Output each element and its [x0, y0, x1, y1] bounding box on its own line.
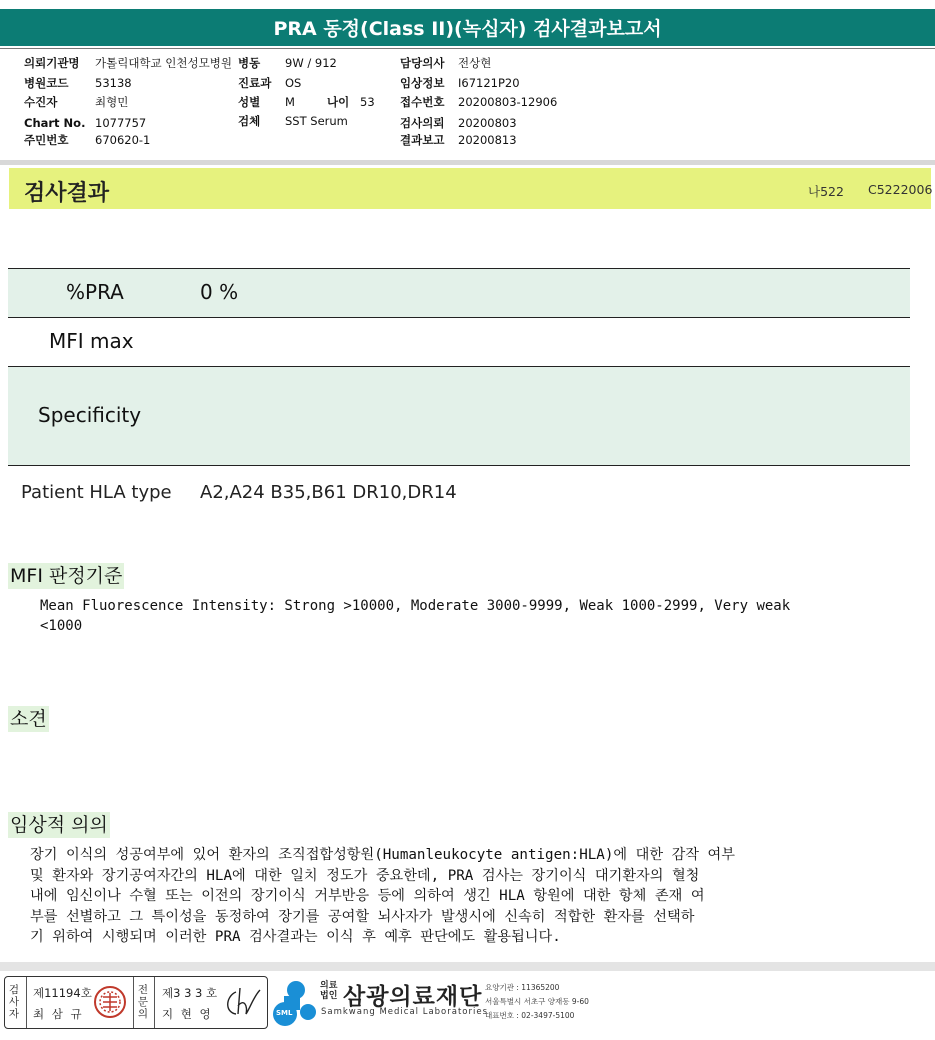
mfi-max-label: MFI max — [49, 329, 134, 353]
org-prefix: 의료 법인 — [320, 981, 338, 1001]
doctor: 전상현 — [458, 56, 492, 70]
clinical-line: 내에 임신이나 수혈 또는 이전의 장기이식 거부반응 등에 의하여 생긴 HLA 항원에 대한 항체 존재 여 — [30, 888, 705, 904]
info-label: 임상정보 — [400, 76, 445, 90]
info-label: 병동 — [238, 56, 261, 70]
info-label: 병원코드 — [24, 76, 69, 90]
table-border — [8, 317, 910, 318]
divider — [26, 977, 27, 1028]
sml-logo-text: SML — [276, 1009, 293, 1017]
specialist-label: 전문의 — [137, 984, 149, 1020]
org-phone: 대표번호 : 02-3497-5100 — [485, 1011, 575, 1020]
divider — [133, 977, 134, 1028]
specificity-row — [8, 367, 910, 465]
examiner-seal-icon — [93, 985, 127, 1019]
info-row: 의뢰기관명 — [24, 56, 80, 70]
chart-no: 1077757 — [95, 116, 147, 130]
mfi-criteria-line: <1000 — [40, 618, 83, 634]
result-code-1: 나522 — [808, 184, 844, 199]
pra-row — [8, 269, 910, 317]
specialist-signature-icon — [222, 984, 264, 1020]
info-label: 진료과 — [238, 76, 272, 90]
department: OS — [285, 76, 302, 90]
request-date: 20200803 — [458, 116, 517, 130]
report-date: 20200813 — [458, 133, 517, 147]
ward: 9W / 912 — [285, 56, 337, 70]
clinical-line: 기 위하여 시행되며 이러한 PRA 검사결과는 이식 후 예후 판단에도 활용됩니다. — [30, 929, 561, 945]
org-facility-no: 요양기관 : 11365200 — [485, 983, 560, 992]
clinical-info: I67121P20 — [458, 76, 520, 90]
patient-name: 최형민 — [95, 95, 129, 109]
clinical-line: 부를 선별하고 그 특이성을 동정하여 장기를 공여할 뇌사자가 발생시에 신속히 적합한 환자를 선택하 — [30, 908, 695, 925]
examiner-name: 최 삼 규 — [33, 1007, 84, 1021]
sex: M — [285, 95, 295, 109]
footer-divider — [0, 962, 935, 971]
hla-type-value: A2,A24 B35,B61 DR10,DR14 — [200, 482, 457, 503]
divider — [154, 977, 155, 1028]
table-border — [8, 465, 910, 466]
opinion-heading: 소견 — [10, 708, 47, 730]
specialist-no: 제3 3 3 호 — [162, 986, 218, 1000]
info-divider — [0, 160, 935, 165]
specimen: SST Serum — [285, 114, 348, 128]
org-name: 삼광의료재단 — [343, 984, 483, 1010]
report-title: PRA 동정(Class II)(녹십자) 검사결과보고서 — [0, 9, 935, 46]
info-label: 나이 — [327, 95, 350, 109]
result-title: 검사결과 — [24, 181, 110, 206]
examiner-label: 검사자 — [8, 984, 20, 1020]
header-divider — [0, 48, 935, 49]
result-header-bar — [9, 168, 931, 209]
specificity-label: Specificity — [38, 403, 142, 427]
mfi-criteria-heading: MFI 판정기준 — [10, 565, 123, 587]
examiner-no: 제11194호 — [33, 986, 92, 1000]
clinical-text — [30, 845, 910, 948]
pra-label: %PRA — [66, 280, 124, 304]
specialist-name: 지 현 영 — [162, 1007, 213, 1021]
info-label: 주민번호 — [24, 133, 69, 147]
resident-no: 670620-1 — [95, 133, 151, 147]
info-label: 담당의사 — [400, 56, 445, 70]
info-label: Chart No. — [24, 116, 86, 130]
hla-type-label: Patient HLA type — [21, 482, 172, 503]
info-label: 검체 — [238, 114, 261, 128]
org-english-name: Samkwang Medical Laboratories — [321, 1007, 489, 1017]
pra-value: 0 % — [200, 280, 239, 304]
info-label: 검사의뢰 — [400, 116, 445, 130]
clinical-line: 장기 이식의 성공여부에 있어 환자의 조직접합성항원(Humanleukocyte antigen:HLA)에 대한 감작 여부 — [30, 847, 735, 863]
age: 53 — [360, 95, 375, 109]
info-label: 결과보고 — [400, 133, 445, 147]
result-code-2: C5222006 — [868, 182, 933, 197]
hospital-name: 가톨릭대학교 인천성모병원 — [95, 56, 232, 70]
org-address: 서울특별시 서초구 양재동 9-60 — [485, 997, 589, 1006]
sml-logo-icon — [272, 978, 320, 1028]
receipt-no: 20200803-12906 — [458, 95, 558, 109]
info-label: 접수번호 — [400, 95, 445, 109]
info-label: 수진자 — [24, 95, 58, 109]
clinical-heading: 임상적 의의 — [10, 814, 108, 836]
info-label: 성별 — [238, 95, 261, 109]
hospital-code: 53138 — [95, 76, 132, 90]
mfi-criteria-line: Mean Fluorescence Intensity: Strong >10000, Moderate 3000-9999, Weak 1000-2999, Very weak — [40, 598, 791, 614]
clinical-line: 및 환자와 장기공여자간의 HLA에 대한 일치 정도가 중요한데, PRA 검사는 장기이식 대기환자의 혈청 — [30, 867, 700, 884]
